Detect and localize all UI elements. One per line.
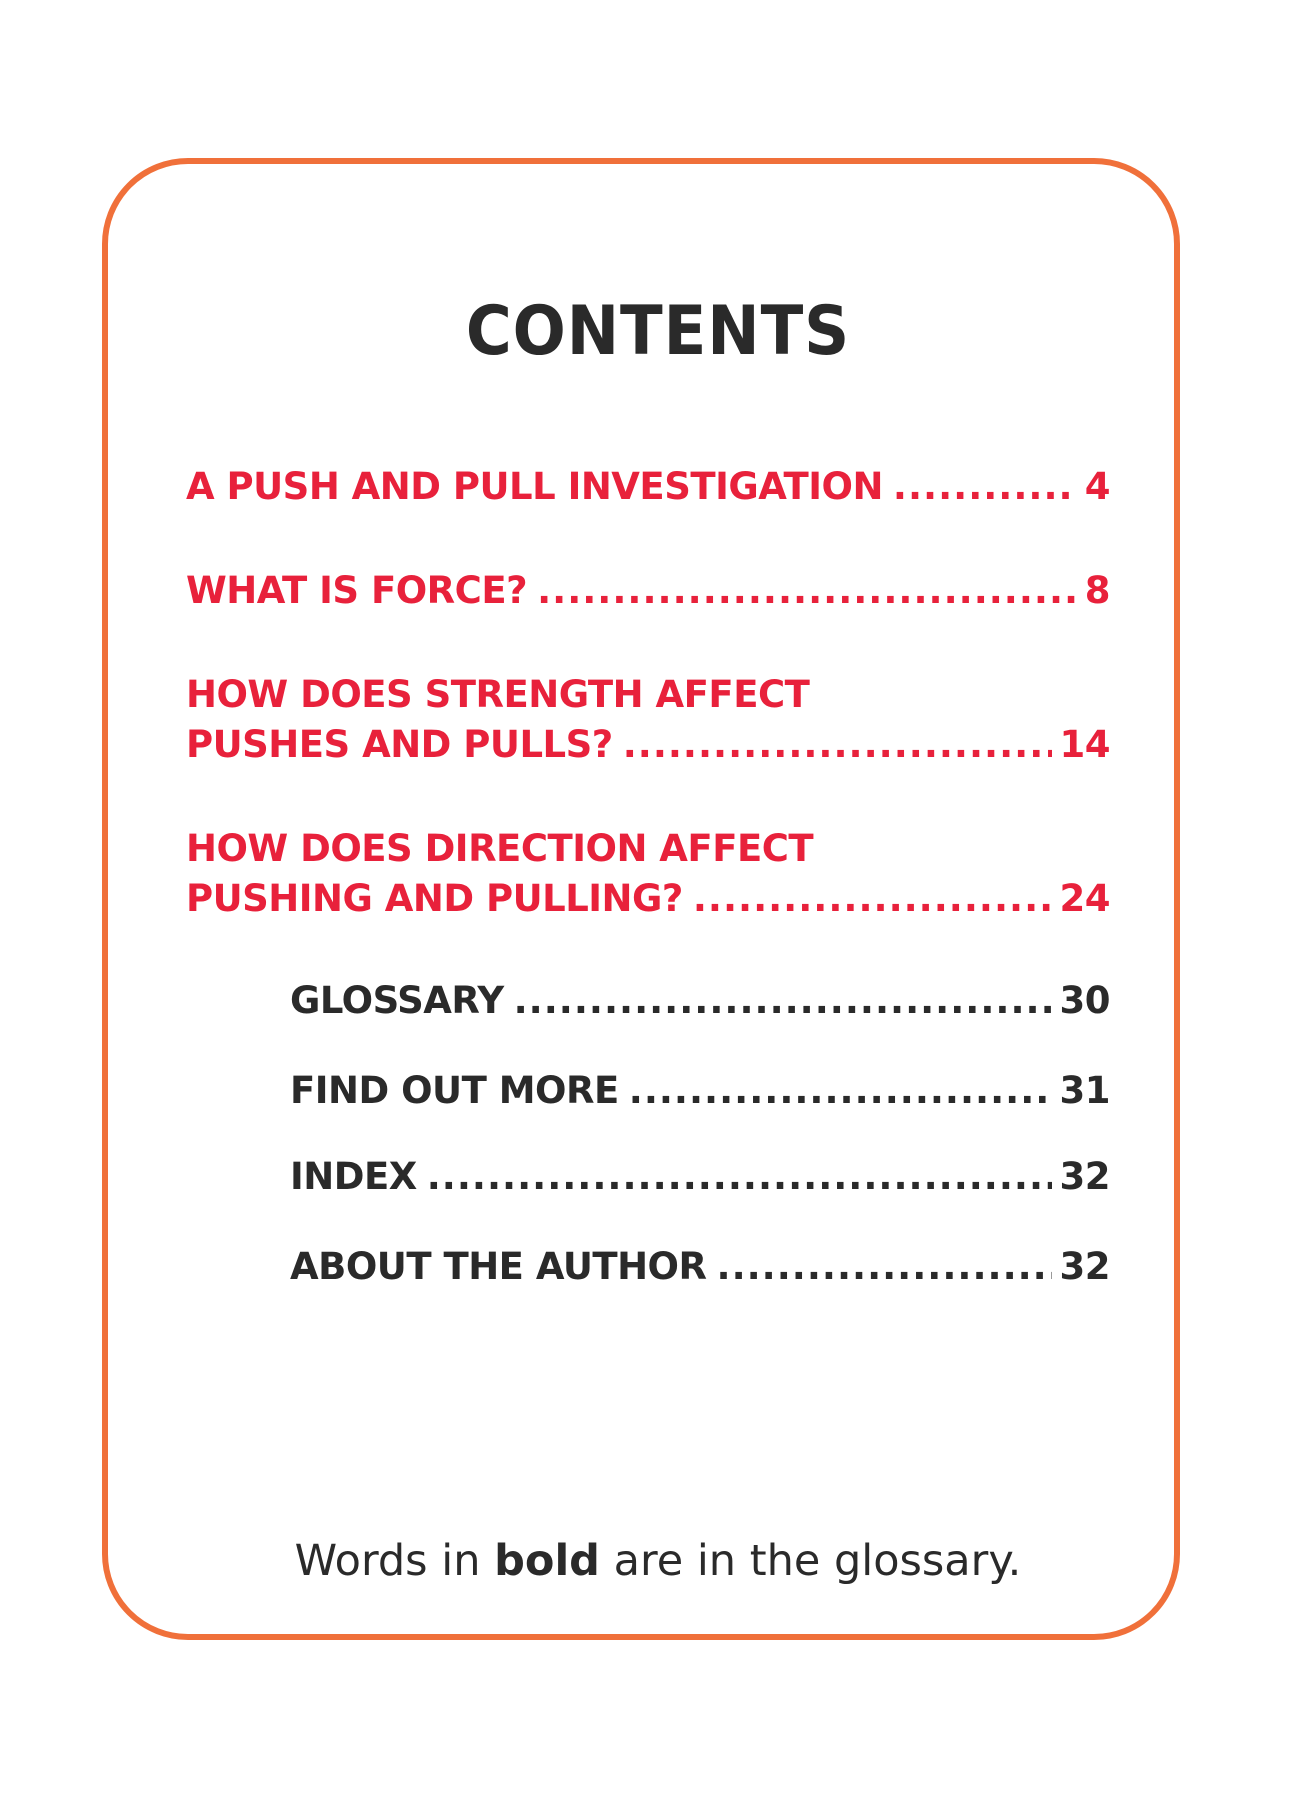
toc-entry-title: FIND OUT MORE [290, 1069, 619, 1112]
toc-entry-strength[interactable] [186, 670, 1110, 770]
toc-entry-title-line-2: PUSHING AND PULLING? [186, 877, 683, 920]
toc-leader-dots [537, 566, 1077, 616]
toc-entry-glossary[interactable] [290, 976, 1110, 1026]
toc-leader-dots [693, 874, 1052, 924]
glossary-note [0, 1536, 1316, 1586]
toc-page-number: 4 [1084, 465, 1110, 508]
toc-entry-title-line-1: HOW DOES STRENGTH AFFECT [186, 673, 810, 716]
toc-page-number: 14 [1059, 723, 1110, 766]
toc-page-number: 8 [1084, 569, 1110, 612]
toc-leader-dots [514, 976, 1052, 1026]
toc-leader-dots [717, 1242, 1052, 1292]
toc-page-number: 32 [1059, 1155, 1110, 1198]
toc-leader-dots [893, 462, 1077, 512]
toc-page-number: 30 [1059, 979, 1110, 1022]
toc-page-number: 24 [1059, 877, 1110, 920]
toc-entry-push-pull-investigation[interactable] [186, 462, 1110, 512]
toc-entry-title: ABOUT THE AUTHOR [290, 1245, 707, 1288]
toc-entry-what-is-force[interactable] [186, 566, 1110, 616]
toc-entry-direction[interactable] [186, 824, 1110, 924]
toc-entry-title: GLOSSARY [290, 979, 504, 1022]
toc-entry-title: INDEX [290, 1155, 417, 1198]
toc-leader-dots [427, 1152, 1052, 1202]
toc-entry-index[interactable] [290, 1152, 1110, 1202]
toc-leader-dots [629, 1066, 1052, 1116]
glossary-note-text-before: Words in [294, 1536, 495, 1586]
page-title: CONTENTS [465, 292, 851, 371]
toc-entry-about-the-author[interactable] [290, 1242, 1110, 1292]
glossary-note-bold-word: bold [494, 1536, 600, 1586]
toc-page-number: 32 [1059, 1245, 1110, 1288]
toc-entry-title: A PUSH AND PULL INVESTIGATION [186, 465, 883, 508]
toc-entry-title: WHAT IS FORCE? [186, 569, 528, 612]
toc-entry-title-line-2: PUSHES AND PULLS? [186, 723, 613, 766]
glossary-note-text-after: are in the glossary. [599, 1536, 1022, 1586]
toc-entry-find-out-more[interactable] [290, 1066, 1110, 1116]
toc-page-number: 31 [1059, 1069, 1110, 1112]
toc-leader-dots [623, 720, 1052, 770]
toc-entry-title-line-1: HOW DOES DIRECTION AFFECT [186, 827, 814, 870]
